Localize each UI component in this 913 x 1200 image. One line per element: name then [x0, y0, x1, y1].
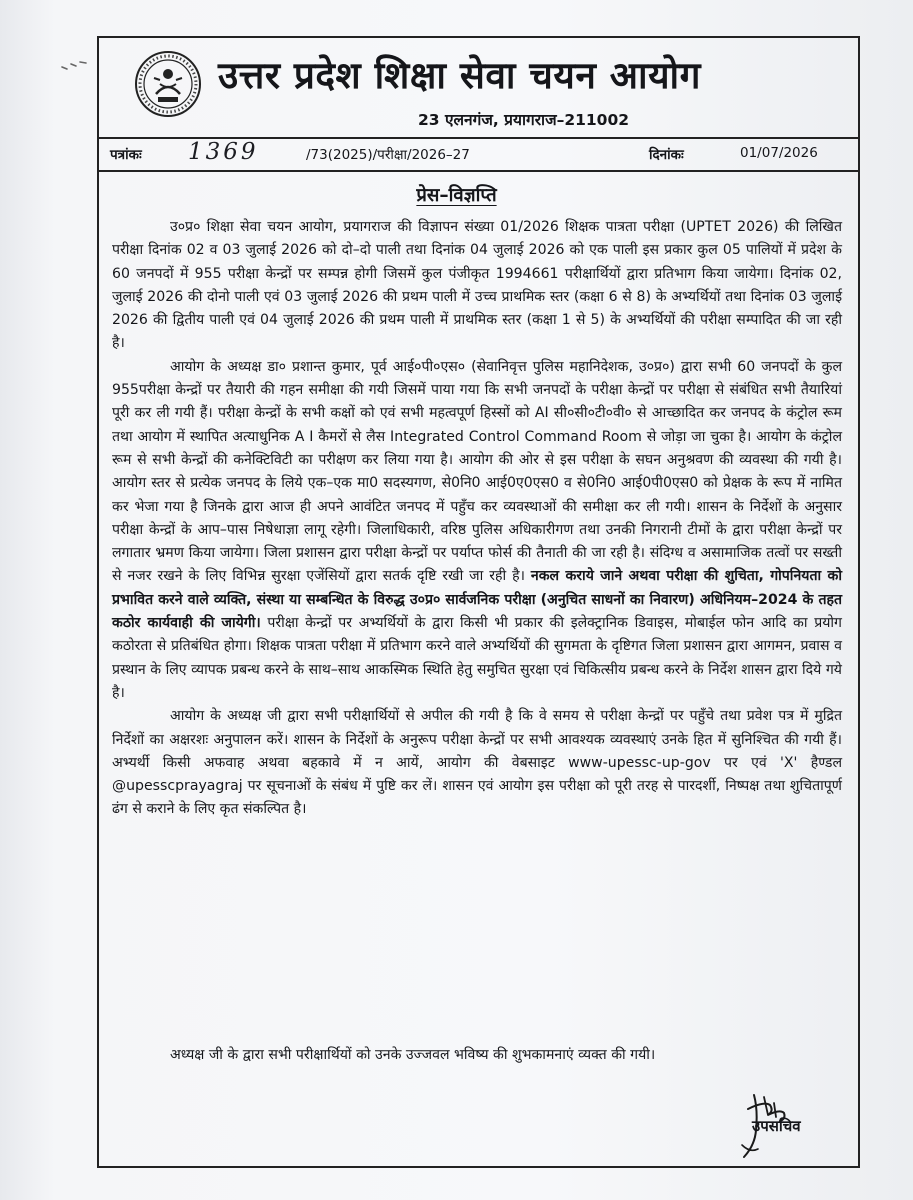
date-label: दिनांकः [649, 147, 684, 163]
reference-label: पत्रांकः [110, 147, 142, 163]
closing-line: अध्यक्ष जी के द्वारा सभी परीक्षार्थियों को उनके उज्जवल भविष्य की शुभकामनाएं व्यक्त की गयी। [170, 1047, 656, 1063]
paragraph-2-bold-warning: नकल कराये जाने अथवा परीक्षा की शुचिता, गोपनियता को प्रभावित करने वाले व्यक्ति, संस्था या सम्बन्धित के विरुद्ध उ०प्र० सार्वजनिक परीक्षा (अनुचित साधनों का निवारण) अधिनियम–2024 के तहत कठोर कार्यवाही की जायेगी। [112, 568, 842, 632]
paragraph-3: आयोग के अध्यक्ष जी द्वारा सभी परीक्षार्थियों से अपील की गयी है कि वे समय से परीक्षा केन्द्रों पर पहुँचे तथा प्रवेश पत्र में मुद्रित निर्देशों का अक्षरशः अनुपालन करें। शासन के निर्देशों के अनुरूप परीक्षा केन्द्रों पर सभी आवश्यक व्यवस्थाएं उनके हित में सुनिश्चित की गयी हैं। अभ्यर्थी किसी अफवाह अथवा बहकावे में न आयें, आयोग की वेबसाइट www-upessc-up-gov पर एवं 'X' हैण्डल @upesscprayagraj पर सूचनाओं के संबंध में पुष्टि कर लें। शासन एवं आयोग इस परीक्षा को पूरी तरह से पारदर्शी, निष्पक्ष तथा शुचितापूर्ण ढंग से कराने के लिए कृत संकल्पित है। [112, 708, 842, 818]
pen-mark-icon [60, 58, 88, 72]
paragraph-2-text-a: आयोग के अध्यक्ष डा० प्रशान्त कुमार, पूर्व आई०पी०एस० (सेवानिवृत्त पुलिस महानिदेशक, उ०प्र०) द्वारा सभी 60 जनपदों के कुल 955परीक्षा केन्द्रों पर तैयारी की गहन समीक्षा की गयी जिसमें पाया गया कि सभी जनपदों के परीक्षा केन्द्रों पर परीक्षा से संबंधित सभी तैयारियां पूरी कर ली गयी हैं। परीक्षा केन्द्रों के सभी कक्षों को एवं सभी महत्वपूर्ण हिस्सों को AI सी०सी०टी०वी० से आच्छादित कर जनपद के कंट्रोल रूम तथा आयोग में स्थापित अत्याधुनिक A I कैमरों से लैस Integrated Control Command Room से जोड़ा जा चुका है। आयोग के कंट्रोल रूम से सभी केन्द्रों की कनेक्टिविटी का परीक्षण कर लिया गया है। आयोग की ओर से इस परीक्षा के सघन अनुश्रवण की व्यवस्था की गयी है। आयोग स्तर से प्रत्येक जनपद के लिये एक–एक मा0 सदस्यगण, से0नि0 आई0ए0एस0 व से0नि0 आई0पी0एस0 को प्रेक्षक के रूप में नामित कर भेजा गया है जिनके द्वारा आज ही अपने आवंटित जनपद में पहुँच कर व्यवस्थाओं की समीक्षा कर ली गयी। शासन के निर्देशों के अनुसार परीक्षा केन्द्रों के आप–पास निषेधाज्ञा लागू रहेगी। जिलाधिकारी, वरिष्ठ पुलिस अधिकारीगण तथा उनकी निगरानी टीमों के द्वारा परीक्षा केन्द्रों पर लगातार भ्रमण किया जायेगा। जिला प्रशासन द्वारा परीक्षा केन्द्रों पर पर्याप्त फोर्स की तैनाती की जा रही है। संदिग्ध व असामाजिक तत्वों पर सख्ती से नजर रखने के लिए विभिन्न सुरक्षा एजेंसियों द्वारा सतर्क दृष्टि रखी जा रही है। [112, 358, 843, 585]
paragraph-1: उ०प्र० शिक्षा सेवा चयन आयोग, प्रयागराज की विज्ञापन संख्या 01/2026 शिक्षक पात्रता परीक्षा (UPTET 2026) की लिखित परीक्षा दिनांक 02 व 03 जुलाई 2026 को दो–दो पाली तथा दिनांक 04 जुलाई 2026 को एक पाली इस प्रकार कुल 05 पालियों में प्रदेश के 60 जनपदों में 955 परीक्षा केन्द्रों पर सम्पन्न होगी जिसमें कुल पंजीकृत 1994661 परीक्षार्थियों द्वारा प्रतिभाग किया जायेगा। दिनांक 02, जुलाई 2026 की दोनो पाली एवं 03 जुलाई 2026 की प्रथम पाली में उच्च प्राथमिक स्तर (कक्षा 6 से 8) के अभ्यर्थियों तथा दिनांक 03 जुलाई 2026 की द्वितीय पाली एवं 04 जुलाई 2026 की प्रथम पाली में प्राथमिक स्तर (कक्षा 1 से 5) के अभ्यर्थियों की परीक्षा सम्पादित की जा रही है। [112, 219, 842, 352]
paragraph-2 [112, 356, 842, 705]
organization-name: उत्तर प्रदेश शिक्षा सेवा चयन आयोग [218, 53, 701, 97]
commission-emblem-icon [134, 50, 202, 118]
date-value: 01/07/2026 [740, 145, 818, 161]
signatory-designation: उपसचिव [752, 1117, 801, 1135]
reference-code: /73(2025)/परीक्षा/2026–27 [306, 147, 470, 163]
reference-handwritten-number: 1369 [188, 139, 259, 165]
reference-row [110, 141, 850, 167]
header-rule-bottom [98, 170, 858, 172]
press-release-body [112, 216, 842, 822]
paragraph-2-text-b: परीक्षा केन्द्रों पर अभ्यर्थियों के द्वारा किसी भी प्रकार की इलेक्ट्रानिक डिवाइस, मोबाईल फोन आदि का प्रयोग कठोरता से प्रतिबंधित होगा। शिक्षक पात्रता परीक्षा में प्रतिभाग करने वाले अभ्यर्थियों की सुगमता के दृष्टिगत जिला प्रशासन द्वारा आगमन, प्रवास व प्रस्थान के लिए व्यापक प्रबन्ध करने के साथ–साथ आकस्मिक स्थिति हेतु समुचित सुरक्षा एवं चिकित्सीय प्रबन्ध करने के निर्देश शासन द्वारा दिये गये है। [112, 615, 842, 701]
organization-address: 23 एलनगंज, प्रयागराज–211002 [418, 111, 630, 129]
press-release-heading: प्रेस–विज्ञप्ति [416, 185, 497, 206]
